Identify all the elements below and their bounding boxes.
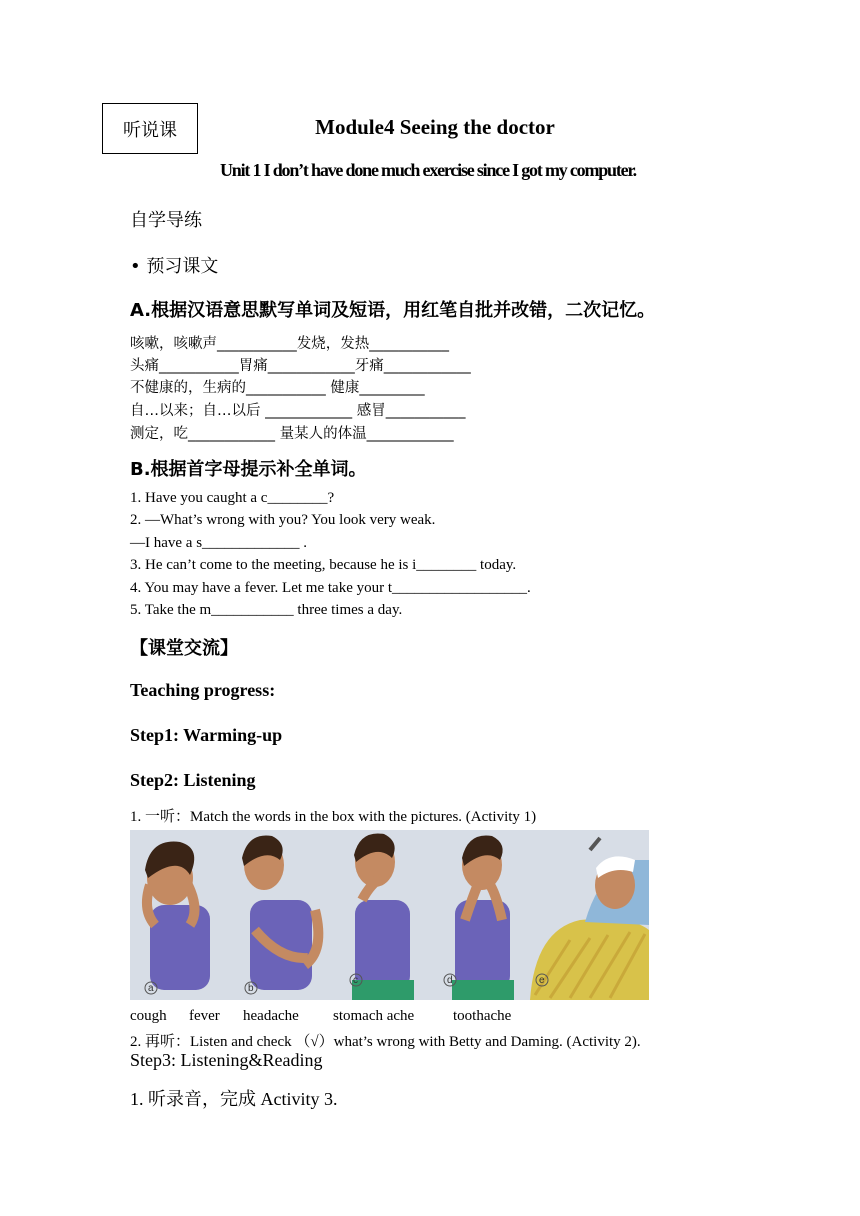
section-b-line: 1. Have you caught a c________? [130, 490, 335, 506]
section-a-heading: A.根据汉语意思默写单词及短语，用红笔自批并改错，二次记忆。 [130, 300, 656, 321]
word-cough: cough [130, 1008, 167, 1024]
teaching-progress-heading: Teaching progress: [130, 680, 276, 700]
word-stomach-ache: stomach ache [333, 1008, 415, 1024]
self-study-heading: 自学导练 [130, 210, 202, 231]
picture-label-a: a [148, 983, 154, 994]
step1-heading: Step1: Warming-up [130, 725, 283, 745]
section-b-line: 2. —What’s wrong with you? You look very weak. [130, 512, 436, 528]
unit-title: Unit 1 I don’t have done much exercise since I got my computer. [220, 160, 636, 180]
section-a-line: 自…以来；自…以后 ____________ 感冒___________ [130, 403, 466, 419]
lesson-type-label: 听说课 [123, 119, 177, 141]
preview-heading: • 预习课文 [130, 256, 219, 277]
section-a-line: 测定，吃____________ 量某人的体温____________ [130, 426, 454, 442]
section-b-line: 5. Take the m___________ three times a day. [130, 602, 403, 618]
step2-heading: Step2: Listening [130, 770, 256, 790]
listen2-instruction: 2. 再听：Listen and check （√）what’s wrong with Betty and Daming. (Activity 2). [130, 1034, 641, 1050]
section-b-line: 3. He can’t come to the meeting, because he is i________ today. [130, 557, 517, 573]
picture-label-e: e [539, 975, 545, 986]
section-a-line: 头痛___________胃痛____________牙痛____________ [130, 358, 471, 374]
section-a-line: 咳嗽，咳嗽声___________发烧，发热___________ [130, 336, 449, 352]
listen1-instruction: 1. 一听：Match the words in the box with the pictures. (Activity 1) [130, 809, 537, 825]
section-b-heading: B.根据首字母提示补全单词。 [130, 459, 367, 480]
picture-label-b: b [248, 983, 254, 994]
word-headache: headache [243, 1008, 299, 1024]
picture-label-d: d [447, 975, 453, 986]
section-b-line: —I have a s_____________ . [130, 535, 308, 551]
word-fever: fever [189, 1008, 220, 1024]
page-title: Module4 Seeing the doctor [315, 115, 555, 139]
section-a-line: 不健康的，生病的___________ 健康_________ [130, 380, 425, 396]
word-toothache: toothache [453, 1008, 512, 1024]
illness-pictures-svg [130, 830, 649, 1000]
picture-label-c: c [353, 975, 358, 986]
classroom-heading: 【课堂交流】 [130, 638, 238, 659]
step3-item: 1. 听录音，完成 Activity 3. [130, 1089, 338, 1109]
step3-heading: Step3: Listening&Reading [130, 1050, 323, 1070]
illness-pictures [130, 830, 649, 1000]
section-b-line: 4. You may have a fever. Let me take your t__________________. [130, 580, 531, 596]
